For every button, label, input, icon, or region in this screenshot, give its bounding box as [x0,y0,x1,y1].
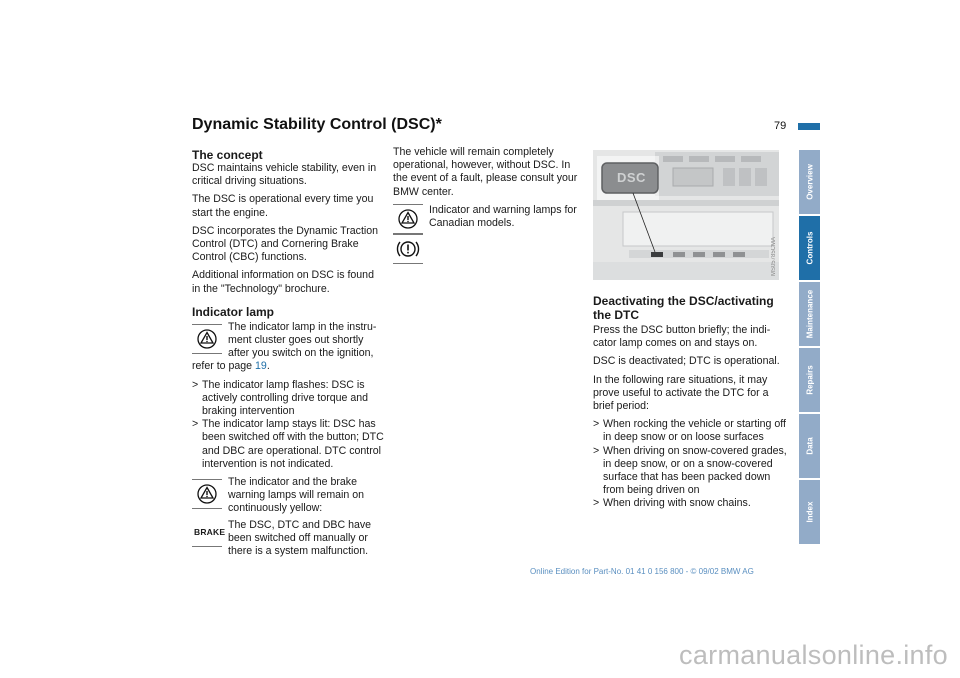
deactivate-paragraph: DSC is deactivated; DTC is operational. [593,355,780,368]
footer-edition: Online Edition for Part-No. 01 41 0 156 800 - © 09/02 BMW AG [530,567,754,576]
dsc-warning-icon [192,324,222,354]
photo-caption: MS05785CMA [771,236,777,276]
tab-controls[interactable]: Controls [799,216,820,280]
bullet-marker: > [192,378,199,391]
tab-repairs[interactable]: Repairs [799,348,820,412]
dsc-warning-icon [192,479,222,509]
refer-line: refer to page 19. [192,360,270,373]
page-title: Dynamic Stability Control (DSC)* [192,116,442,133]
indicator-intro: The indicator lamp in the instru-ment cluster goes out shortly after you switch on the ignition, [192,319,385,361]
list-item: > When driving with snow chains. [593,497,751,510]
switched-off-note: BRAKE The DSC, DTC and DBC have been switched off manually or there is a system malfunction. [194,518,372,558]
deactivate-paragraph: In the following rare situations, it may prove useful to activate the DTC for a brief period: [593,373,769,413]
fault-text: The vehicle will remain completely operational, however, without DSC. In the event of a fault, please consult your BMW center. [393,146,578,198]
brake-lamp-label: BRAKE [194,526,226,537]
concept-paragraph: The DSC is operational every time you start the engine. [192,193,374,219]
list-item: > When rocking the vehicle or starting off in deep snow or on loose surfaces [593,418,786,444]
page-number-bar [798,123,820,130]
column-right [593,294,788,511]
deactivate-paragraph: Press the DSC button briefly; the indi-cator lamp comes on and stays on. [593,324,771,350]
bullet-marker: > [192,418,199,431]
list-item: > The indicator lamp stays lit: DSC has been switched off with the button; DTC and DBC are operational. DTC control intervention is not indicated. [192,418,384,470]
indicator-heading: Indicator lamp [192,304,275,319]
deactivate-heading: Deactivating the DSC/activating the DTC [593,294,774,322]
column-left [192,146,385,558]
bullet-marker: > [593,418,600,431]
tab-index[interactable]: Index [799,480,820,544]
concept-paragraph: DSC maintains vehicle stability, even in critical driving situations. [192,162,377,188]
tab-data[interactable]: Data [799,414,820,478]
bullet-marker: > [593,497,600,510]
dsc-button-photo [593,150,779,280]
canadian-note: Indicator and warning lamps for Canadian models. [393,204,586,266]
concept-paragraph: Additional information on DSC is found in the "Technology" brochure. [192,269,374,295]
list-item: > The indicator lamp flashes: DSC is actively controlling drive torque and braking intervention [192,378,369,418]
list-item: > When driving on snow-covered grades, in deep snow, or on a snow-covered surface that has been packed down from being driven on [593,444,787,497]
dsc-warning-icon [393,204,423,234]
side-tabs [799,150,820,546]
page-number: 79 [774,120,787,132]
bullet-marker: > [593,444,600,457]
concept-heading: The concept [192,148,263,162]
concept-paragraph: DSC incorporates the Dynamic Traction Control (DTC) and Cornering Brake Control (CBC) functions. [192,224,379,264]
watermark: carmanualsonline.info [679,640,948,670]
tab-overview[interactable]: Overview [799,150,820,214]
brake-note: The indicator and the brake warning lamps will remain on continuously yellow: [192,476,385,516]
dsc-button-label: DSC [617,170,646,185]
brake-fault-icon [393,234,423,264]
column-middle [393,146,586,266]
page-link[interactable]: 19 [255,360,267,373]
tab-maintenance[interactable]: Maintenance [799,282,820,346]
brake-warning-icon [192,517,226,547]
